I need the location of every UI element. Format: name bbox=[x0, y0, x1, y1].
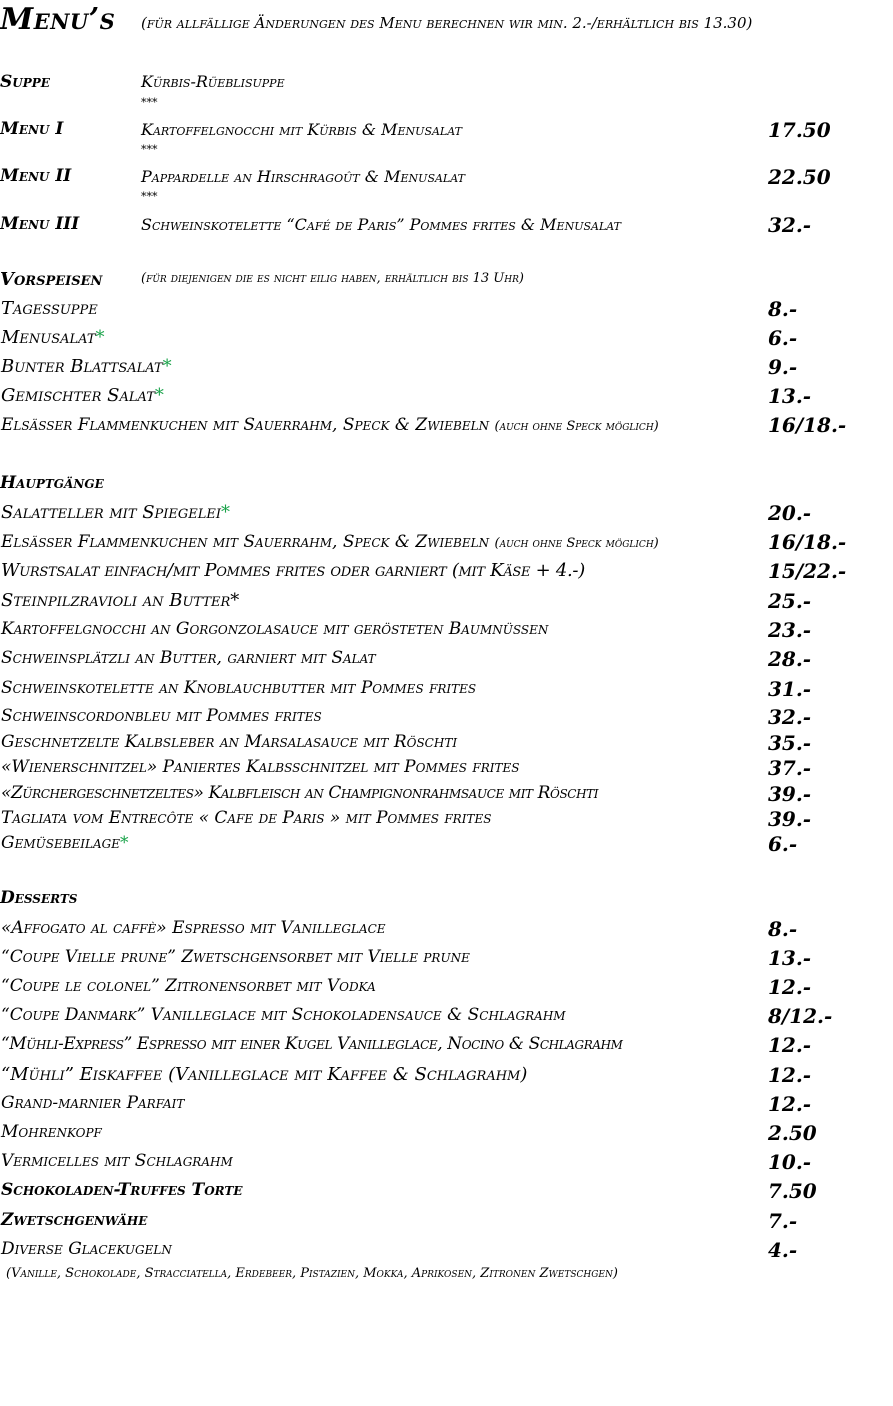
item-price: 9.- bbox=[768, 355, 798, 379]
menu2-desc: Pappardelle an Hirschragoût & Menusalat bbox=[141, 167, 465, 186]
item-price: 8.- bbox=[768, 917, 798, 941]
item-price: 16/18.- bbox=[768, 413, 847, 437]
list-item: “Coupe le colonel” Zitronensorbet mit Vodka bbox=[1, 976, 376, 996]
list-item: Vermicelles mit Schlagrahm bbox=[1, 1151, 233, 1171]
page-title: Menu’s bbox=[0, 2, 116, 37]
soup-desc: Kürbis-Rüeblisuppe bbox=[141, 72, 285, 91]
list-item: “Coupe Vielle prune” Zwetschgensorbet mit Vielle prune bbox=[1, 947, 470, 967]
item-price: 8.- bbox=[768, 297, 798, 321]
item-price: 28.- bbox=[768, 647, 812, 671]
item-price: 16/18.- bbox=[768, 530, 847, 554]
header-note: (für allfällige Änderungen des Menu berechnen wir min. 2.-/erhältlich bis 13.30) bbox=[141, 14, 753, 32]
separator: *** bbox=[141, 190, 158, 203]
list-item: “Mühli” Eiskaffee (Vanilleglace mit Kaffee & Schlagrahm) bbox=[1, 1064, 528, 1085]
item-price: 13.- bbox=[768, 384, 812, 408]
item-price: 37.- bbox=[768, 756, 812, 780]
menu1-desc: Kartoffelgnocchi mit Kürbis & Menusalat bbox=[141, 120, 462, 139]
list-item: Schweinscordonbleu mit Pommes frites bbox=[1, 706, 322, 726]
item-price: 32.- bbox=[768, 705, 812, 729]
item-price: 8/12.- bbox=[768, 1004, 833, 1028]
list-item: Grand-marnier Parfait bbox=[1, 1093, 185, 1113]
list-item: «Wienerschnitzel» Paniertes Kalbsschnitzel mit Pommes frites bbox=[1, 757, 520, 777]
menu3-desc: Schweinskotelette “Café de Paris” Pommes frites & Menusalat bbox=[141, 215, 621, 234]
asterisk-icon: * bbox=[95, 327, 105, 348]
separator: *** bbox=[141, 143, 158, 156]
list-item: Schweinskotelette an Knoblauchbutter mit Pommes frites bbox=[1, 678, 477, 698]
item-price: 35.- bbox=[768, 731, 812, 755]
item-price: 12.- bbox=[768, 975, 812, 999]
separator: *** bbox=[141, 96, 158, 109]
menu1-price: 17.50 bbox=[768, 118, 831, 142]
asterisk-icon: * bbox=[154, 385, 164, 406]
list-item: Tagliata vom Entrecôte « Cafe de Paris » mit Pommes frites bbox=[1, 808, 492, 828]
list-item: «Zürchergeschnetzeltes» Kalbfleisch an Champignonrahmsauce mit Röschti bbox=[1, 783, 599, 803]
glace-flavours-note: (Vanille, Schokolade, Stracciatella, Erdebeer, Pistazien, Mokka, Aprikosen, Zitronen Zwetschgen) bbox=[6, 1266, 618, 1281]
menu1-label: Menu I bbox=[0, 119, 64, 139]
item-price: 4.- bbox=[768, 1238, 798, 1262]
list-item: “Mühli-Express” Espresso mit einer Kugel Vanilleglace, Nocino & Schlagrahm bbox=[1, 1034, 623, 1054]
list-item: Salatteller mit Spiegelei* bbox=[1, 502, 231, 523]
list-item: Tagessuppe bbox=[1, 298, 98, 319]
menu3-label: Menu III bbox=[0, 214, 80, 234]
item-price: 15/22.- bbox=[768, 559, 847, 583]
item-price: 13.- bbox=[768, 946, 812, 970]
list-item: Mohrenkopf bbox=[1, 1122, 102, 1142]
item-price: 20.- bbox=[768, 501, 812, 525]
list-item: Menusalat* bbox=[1, 327, 105, 348]
list-item: Zwetschgenwähe bbox=[1, 1210, 148, 1230]
list-item: Bunter Blattsalat* bbox=[1, 356, 172, 377]
menu3-price: 32.- bbox=[768, 213, 812, 237]
list-item: «Affogato al caffè» Espresso mit Vanilleglace bbox=[1, 918, 386, 938]
list-item: “Coupe Danmark” Vanilleglace mit Schokoladensauce & Schlagrahm bbox=[1, 1005, 566, 1025]
vorspeisen-title: Vorspeisen bbox=[0, 269, 103, 290]
list-item: Gemischter Salat* bbox=[1, 385, 164, 406]
item-price: 6.- bbox=[768, 832, 798, 856]
asterisk-icon: * bbox=[162, 356, 172, 377]
list-item: Diverse Glacekugeln bbox=[1, 1239, 172, 1259]
menu2-price: 22.50 bbox=[768, 165, 831, 189]
item-price: 7.50 bbox=[768, 1179, 817, 1203]
item-price: 12.- bbox=[768, 1033, 812, 1057]
asterisk-icon: * bbox=[221, 502, 231, 523]
list-item: Elsässer Flammenkuchen mit Sauerrahm, Speck & Zwiebeln (auch ohne Speck möglich) bbox=[1, 532, 659, 552]
hauptgaenge-title: Hauptgänge bbox=[0, 473, 104, 493]
item-price: 7.- bbox=[768, 1209, 798, 1233]
item-price: 25.- bbox=[768, 589, 812, 613]
asterisk-icon: * bbox=[120, 833, 129, 853]
item-price: 31.- bbox=[768, 677, 812, 701]
list-item: Gemüsebeilage* bbox=[1, 833, 129, 853]
item-price: 39.- bbox=[768, 807, 812, 831]
menu2-label: Menu II bbox=[0, 166, 72, 186]
list-item: Schokoladen-Truffes Torte bbox=[1, 1180, 243, 1200]
item-price: 12.- bbox=[768, 1092, 812, 1116]
list-item: Kartoffelgnocchi an Gorgonzolasauce mit gerösteten Baumnüssen bbox=[1, 619, 549, 639]
item-price: 39.- bbox=[768, 782, 812, 806]
item-price: 12.- bbox=[768, 1063, 812, 1087]
desserts-title: Desserts bbox=[0, 888, 78, 908]
item-price: 10.- bbox=[768, 1150, 812, 1174]
list-item: Geschnetzelte Kalbsleber an Marsalasauce mit Röschti bbox=[1, 732, 458, 752]
list-item: Elsässer Flammenkuchen mit Sauerrahm, Speck & Zwiebeln (auch ohne Speck möglich) bbox=[1, 415, 659, 435]
soup-label: Suppe bbox=[0, 72, 50, 92]
item-price: 6.- bbox=[768, 326, 798, 350]
list-item: Schweinsplätzli an Butter, garniert mit Salat bbox=[1, 648, 376, 668]
item-price: 23.- bbox=[768, 618, 812, 642]
vorspeisen-note: (für diejenigen die es nicht eilig haben, erhältlich bis 13 Uhr) bbox=[141, 271, 524, 286]
list-item: Wurstsalat einfach/mit Pommes frites oder garniert (mit Käse + 4.-) bbox=[1, 560, 585, 581]
list-item: Steinpilzravioli an Butter* bbox=[1, 590, 240, 611]
item-price: 2.50 bbox=[768, 1121, 817, 1145]
